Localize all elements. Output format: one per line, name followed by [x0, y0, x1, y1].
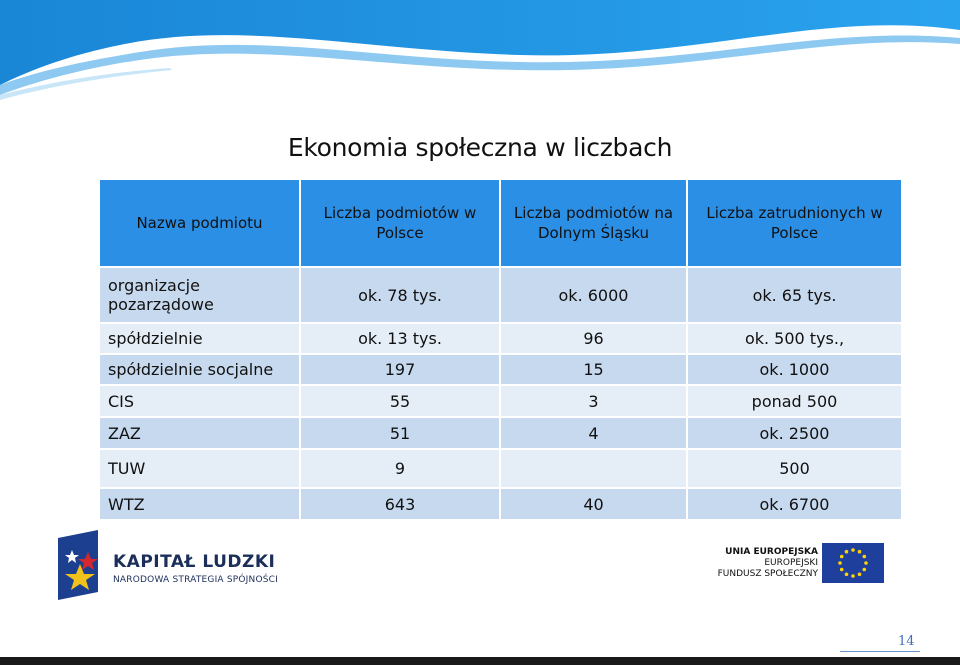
row-count-lower-silesia: 96: [500, 323, 687, 354]
row-name: WTZ: [100, 488, 300, 519]
kapital-ludzki-logo: [28, 525, 310, 625]
statistics-table: [100, 180, 903, 519]
table-row: [100, 354, 902, 385]
table-row: [100, 267, 902, 323]
row-count-lower-silesia: ok. 6000: [500, 267, 687, 323]
row-name: organizacje pozarządowe: [100, 267, 300, 323]
row-count-poland: 9: [300, 449, 500, 488]
row-name: TUW: [100, 449, 300, 488]
slide-title: [0, 133, 960, 162]
row-count-lower-silesia: [500, 449, 687, 488]
row-count-poland: 643: [300, 488, 500, 519]
row-name: ZAZ: [100, 417, 300, 449]
header-entity-name: Nazwa podmiotu: [100, 180, 300, 267]
header-count-lower-silesia: Liczba podmiotów na Dolnym Śląsku: [500, 180, 687, 267]
row-employees-poland: ok. 65 tys.: [687, 267, 902, 323]
header-employees-poland: Liczba zatrudnionych w Polsce: [687, 180, 902, 267]
row-count-poland: 55: [300, 385, 500, 417]
row-employees-poland: ok. 1000: [687, 354, 902, 385]
table-row: [100, 417, 902, 449]
row-count-lower-silesia: 4: [500, 417, 687, 449]
row-count-poland: 51: [300, 417, 500, 449]
row-name: CIS: [100, 385, 300, 417]
row-count-poland: ok. 13 tys.: [300, 323, 500, 354]
eu-logo-line3: FUNDUSZ SPOŁECZNY: [717, 569, 818, 579]
row-count-lower-silesia: 15: [500, 354, 687, 385]
table-row: [100, 449, 902, 488]
table-row: [100, 488, 902, 519]
table-header-row: [100, 180, 902, 267]
eu-logo-line2: EUROPEJSKI: [764, 558, 818, 568]
row-count-poland: 197: [300, 354, 500, 385]
row-employees-poland: ponad 500: [687, 385, 902, 417]
header-count-poland: Liczba podmiotów w Polsce: [300, 180, 500, 267]
row-count-poland: ok. 78 tys.: [300, 267, 500, 323]
kapital-ludzki-subtitle: NARODOWA STRATEGIA SPÓJNOŚCI: [113, 575, 278, 585]
eu-flag-icon: [822, 543, 884, 583]
row-name: spółdzielnie socjalne: [100, 354, 300, 385]
page-number-underline: [840, 651, 920, 652]
row-count-lower-silesia: 40: [500, 488, 687, 519]
row-employees-poland: ok. 2500: [687, 417, 902, 449]
row-count-lower-silesia: 3: [500, 385, 687, 417]
eu-logo-line1: UNIA EUROPEJSKA: [725, 547, 818, 557]
eu-social-fund-logo: [718, 535, 888, 595]
row-name: spółdzielnie: [100, 323, 300, 354]
header-wave-decoration: [0, 0, 960, 110]
row-employees-poland: ok. 6700: [687, 488, 902, 519]
kapital-ludzki-title: KAPITAŁ LUDZKI: [113, 552, 276, 572]
table-row: [100, 385, 902, 417]
bottom-bar: [0, 657, 960, 665]
row-employees-poland: ok. 500 tys.,: [687, 323, 902, 354]
slide-title-text: Ekonomia społeczna w liczbach: [287, 133, 673, 162]
table-row: [100, 323, 902, 354]
page-number: 14: [898, 634, 915, 649]
row-employees-poland: 500: [687, 449, 902, 488]
